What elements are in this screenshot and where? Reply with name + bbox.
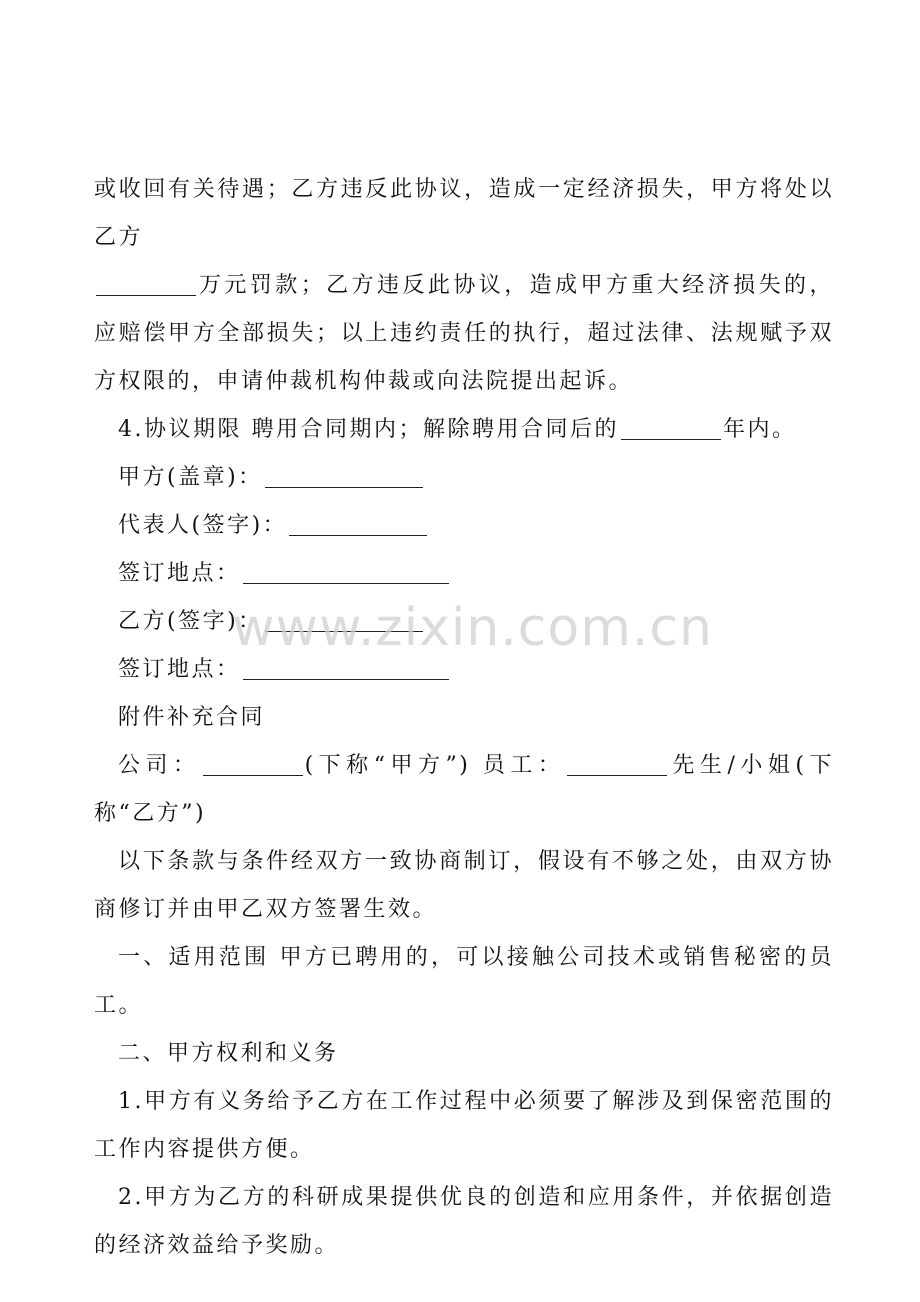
signature-representative-label: 代表人(签字)： — [118, 513, 288, 538]
signature-location-2-label: 签订地点： — [118, 657, 241, 682]
fill-blank-years — [621, 417, 721, 440]
signature-party-b — [94, 598, 834, 646]
paragraph-scope: 一、适用范围 甲方已聘用的，可以接触公司技术或销售秘密的员工。 — [94, 945, 834, 1018]
signature-location-2 — [94, 646, 834, 694]
agreement-term-tail: 年内。 — [723, 417, 797, 442]
fill-blank-party-b — [265, 609, 423, 632]
document-body — [94, 166, 834, 1270]
fill-blank-location-1 — [243, 561, 449, 584]
fill-blank-party-a-seal — [265, 465, 423, 488]
signature-party-b-label: 乙方(签字)： — [118, 609, 263, 634]
fill-blank-representative — [289, 513, 427, 536]
paragraph-agreement-term — [94, 406, 834, 454]
paragraph-party-a-duty-1: 1.甲方有义务给予乙方在工作过程中必须要了解涉及到保密范围的工作内容提供方便。 — [94, 1089, 834, 1162]
agreement-term-text: 4.协议期限 聘用合同期内；解除聘用合同后的 — [118, 417, 619, 442]
paragraph-penalty-start: 或收回有关待遇；乙方违反此协议，造成一定经济损失，甲方将处以乙方 — [94, 177, 834, 250]
employee-label: (下称“甲方”) 员工： — [304, 753, 566, 778]
fill-blank-company — [203, 753, 303, 776]
paragraph-penalty-fine-text: 万元罚款；乙方违反此协议，造成甲方重大经济损失的，应赔偿甲方全部损失；以上违约责任的执行，超过法律、法规赋予双方权限的，申请仲裁机构仲裁或向法院提出起诉。 — [94, 273, 834, 394]
heading-party-a-rights: 二、甲方权利和义务 — [118, 1041, 339, 1066]
paragraph-terms-intro: 以下条款与条件经双方一致协商制订，假设有不够之处，由双方协商修订并由甲乙双方签署生效。 — [94, 849, 834, 922]
signature-representative — [94, 502, 834, 550]
attachment-title: 附件补充合同 — [118, 705, 266, 730]
paragraph-company-employee — [94, 742, 834, 838]
watermark-text: www.zixin.com.cn — [232, 598, 713, 658]
signature-location-1 — [94, 550, 834, 598]
fill-blank-location-2 — [243, 657, 449, 680]
party-b-title-label: 先生/小姐(下称“乙方”) — [94, 753, 835, 826]
signature-party-a-seal — [94, 454, 834, 502]
signature-location-1-label: 签订地点： — [118, 561, 241, 586]
signature-party-a-seal-label: 甲方(盖章)： — [118, 465, 263, 490]
paragraph-party-a-duty-2: 2.甲方为乙方的科研成果提供优良的创造和应用条件，并依据创造的经济效益给予奖励。 — [94, 1185, 834, 1258]
company-label: 公司： — [118, 753, 201, 778]
paragraph-penalty-fine — [94, 262, 834, 406]
fill-blank-employee — [567, 753, 667, 776]
fill-blank-amount — [96, 273, 196, 296]
